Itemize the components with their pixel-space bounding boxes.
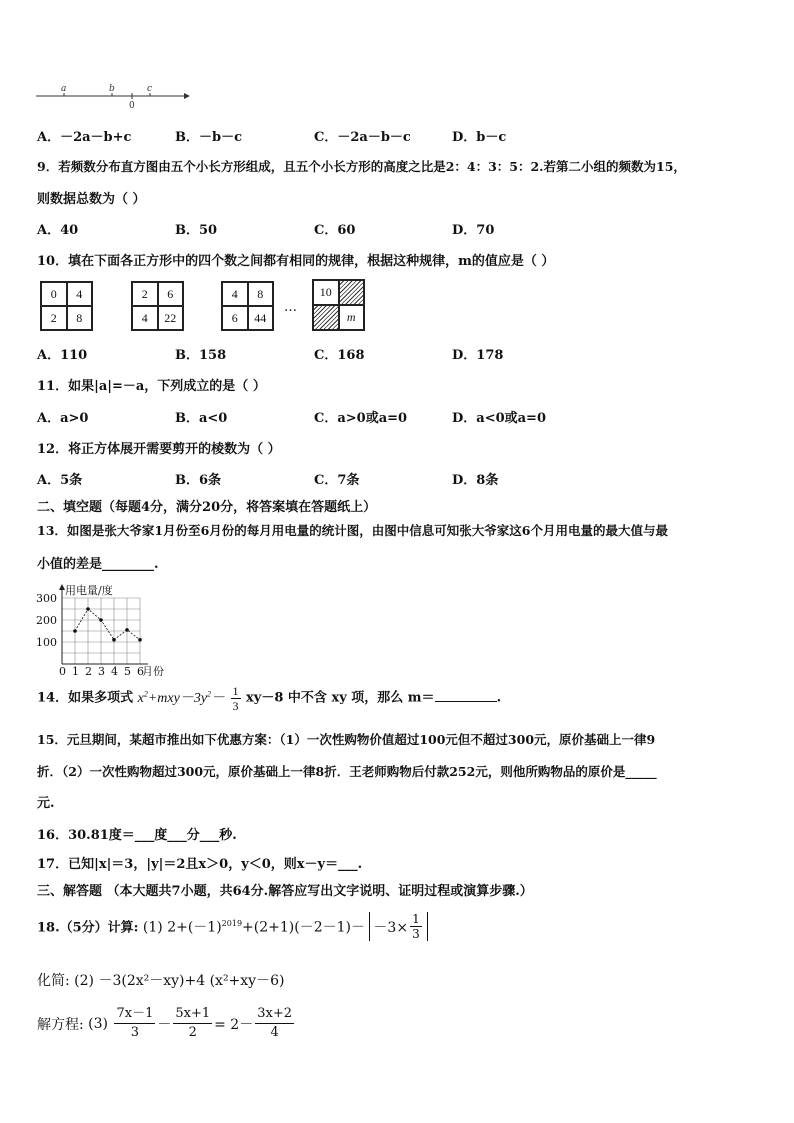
q17-text: 17．已知|x|＝3，|y|＝2且x＞0，y＜0，则x－y＝___.: [37, 857, 363, 872]
cell: 0: [41, 282, 67, 306]
f1-den: 3: [130, 1025, 140, 1040]
y-axis-label: 用电量/度: [65, 584, 113, 597]
q18-exponent: 2019: [221, 918, 243, 928]
cell: 6: [158, 282, 184, 306]
q18-part3: [37, 1005, 296, 1042]
q11-text: 11．如果|a|=－a，下列成立的是（ ）: [37, 379, 266, 394]
number-line: [34, 82, 194, 112]
data-point: [99, 618, 103, 622]
q8-option-b: B．－b－c: [175, 130, 242, 145]
q11-option-d: D．a<0或a=0: [452, 411, 546, 426]
cell: 10: [313, 280, 339, 305]
q15-line2: 折．（2）一次性购物超过300元，原价基础上一律8折．王老师购物后付款252元，则他所购物品的原价是_____: [37, 764, 657, 779]
q18-p3: (3): [88, 1015, 109, 1032]
x-axis-label: 月份: [142, 665, 164, 676]
q10-text: 10．填在下面各正方形中的四个数之间都有相同的规律，根据这种规律，m的值应是（ ）: [37, 254, 555, 269]
q12-option-c: C．7条: [314, 473, 360, 488]
cell: 6: [222, 306, 248, 330]
q18-part2: [37, 970, 284, 990]
f1-num: 7x－1: [114, 1005, 155, 1024]
q10-option-b: B．158: [175, 348, 227, 363]
abs-inner: －3×: [373, 919, 409, 936]
x-tick-label: 6: [137, 665, 144, 676]
q9-line2: 则数据总数为（ ）: [37, 192, 146, 207]
series-line: [75, 609, 140, 640]
poly-c: －: [211, 690, 226, 706]
q14-text: 14．如果多项式 $x^2+mxy-3y^2-$ $\frac{1}{3}$ xy－8 中不含 xy 项，那么 m＝ .: [37, 684, 502, 713]
q16-text: 16．30.81度＝___度___分___秒.: [37, 828, 237, 843]
x-tick-label: 3: [98, 665, 105, 676]
x-tick-label: 2: [85, 665, 92, 676]
abs-value-bars: [369, 912, 427, 941]
q13-line1: 13．如图是张大爷家1月份至6月份的每月用电量的统计图，由图中信息可知张大爷家这6个月用电量的最大值与最: [37, 523, 668, 538]
hatched-cell: [339, 280, 365, 305]
q18-equals: = 2－: [214, 1016, 254, 1033]
f3-den: 4: [270, 1025, 279, 1040]
cell: 4: [222, 282, 248, 306]
data-point: [125, 628, 129, 632]
section-3-heading: 三、解答题 （本大题共7小题，共64分.解答应写出文字说明、证明过程或演算步骤.）: [37, 884, 533, 899]
q9-option-a: A．40: [37, 223, 79, 238]
q18-expr2: (2) －3(2x²－xy)+4 (x²+xy－6): [74, 973, 285, 989]
q8-option-d: D．b－c: [452, 130, 507, 145]
cell: 4: [132, 306, 158, 330]
q18-minus: －: [157, 1016, 172, 1033]
label-b: b: [109, 84, 115, 94]
cell: 2: [41, 306, 67, 330]
data-point: [86, 607, 90, 611]
y-tick-label: 200: [36, 614, 57, 627]
label-zero: 0: [129, 101, 135, 111]
cell-m: m: [339, 305, 365, 330]
q11-option-c: C．a>0或a=0: [314, 411, 408, 426]
q18-label: 18.（5分）计算:: [37, 920, 139, 936]
cell: 8: [248, 282, 274, 306]
q8-option-c: C．－2a－b－c: [314, 130, 411, 145]
q13-line2: 小值的差是________.: [37, 557, 159, 572]
f3-num: 3x+2: [255, 1005, 294, 1024]
abs-den: 3: [412, 927, 420, 941]
q18-expr1: (1) 2+(－1): [142, 919, 222, 936]
q10-option-c: C．168: [314, 348, 365, 363]
q12-option-d: D．8条: [452, 473, 499, 488]
y-tick-label: 100: [36, 636, 57, 649]
data-point: [112, 638, 116, 642]
f2-den: 2: [188, 1025, 197, 1040]
q12-text: 12．将正方体展开需要剪开的棱数为（ ）: [37, 442, 281, 457]
abs-num: 1: [412, 912, 420, 926]
cell: 4: [67, 282, 93, 306]
q18-label2: 化简:: [37, 973, 70, 989]
q15-line1: 15．元旦期间，某超市推出如下优惠方案：（1）一次性购物价值超过100元但不超过300元，原价基础上一律9: [37, 732, 656, 747]
q11-option-b: B．a<0: [175, 411, 228, 426]
q18-expr1b: +(2+1)(－2－1)－: [242, 919, 365, 936]
q9-option-b: B．50: [175, 223, 218, 238]
q12-option-b: B．6条: [175, 473, 222, 488]
x-tick-label: 0: [59, 665, 66, 676]
y-tick-label: 300: [36, 592, 57, 605]
q12-option-a: A．5条: [37, 473, 83, 488]
data-point: [138, 638, 142, 642]
electricity-chart: [34, 576, 174, 676]
section-2-heading: 二、填空题（每题4分，满分20分，将答案填在答题纸上）: [37, 500, 377, 515]
cell: 44: [248, 306, 274, 330]
x-tick-label: 5: [124, 665, 131, 676]
squares-ellipsis: …: [284, 300, 297, 315]
q14-suffix: .: [496, 690, 502, 706]
q9-line1: 9．若频数分布直方图由五个小长方形组成，且五个小长方形的高度之比是2：4：3：5：2.若第二小组的频数为15，: [37, 159, 686, 174]
x-tick-label: 4: [111, 665, 118, 676]
answer-blank[interactable]: [435, 701, 497, 702]
q10-option-a: A．110: [37, 348, 88, 363]
q18-part1: [37, 912, 428, 941]
square-3: [221, 281, 274, 331]
cell: 2: [132, 282, 158, 306]
poly-b: +mxy－3y: [147, 690, 208, 706]
square-4: [312, 279, 365, 331]
q15-line3: 元.: [37, 796, 55, 811]
label-a: a: [61, 84, 67, 94]
poly-x: x: [137, 690, 144, 706]
x-tick-label: 1: [72, 665, 79, 676]
q9-option-c: C．60: [314, 223, 356, 238]
q11-option-a: A．a>0: [37, 411, 89, 426]
data-point: [73, 629, 77, 633]
cell: 22: [158, 306, 184, 330]
hatched-cell: [313, 305, 339, 330]
frac-den: 3: [232, 699, 239, 713]
q18-label3: 解方程:: [37, 1016, 84, 1033]
q8-option-a: A．－2a－b+c: [37, 130, 132, 145]
square-1: [40, 281, 93, 331]
frac-num: 1: [232, 684, 239, 698]
label-c: c: [147, 84, 153, 94]
cell: 8: [67, 306, 93, 330]
q9-option-d: D．70: [452, 223, 495, 238]
f2-num: 5x+1: [173, 1005, 212, 1024]
poly-d: xy－8 中不含 xy 项，那么 m＝: [246, 690, 435, 706]
q10-option-d: D．178: [452, 348, 504, 363]
q14-prefix: 14．如果多项式: [37, 690, 134, 706]
square-2: [131, 281, 184, 331]
